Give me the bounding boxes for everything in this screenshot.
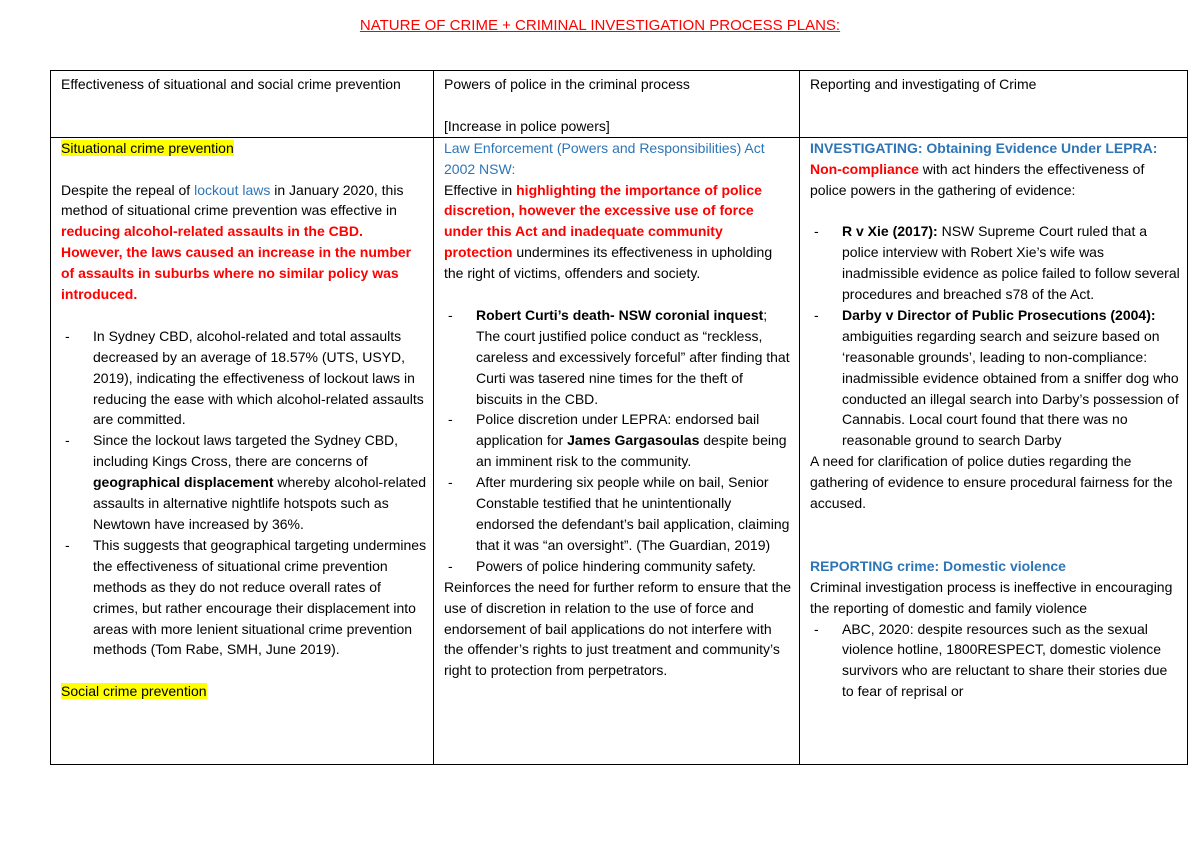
- reporting-intro: Criminal investigation process is ineffective in encouraging the reporting of domestic and family violence: [810, 578, 1173, 616]
- header-cell-police-powers: [434, 71, 800, 138]
- header-reporting: Reporting and investigating of Crime: [810, 76, 1037, 92]
- police-bullets: [444, 305, 793, 577]
- header-row: [51, 71, 1188, 138]
- header-police-powers-sub: [Increase in police powers]: [444, 117, 610, 134]
- police-intro: Effective in highlighting the importance of police discretion, however the excessive use of force under this Act and inadequate community protection undermines its effectiveness in upholding the right of victims, offenders and society.: [444, 181, 773, 282]
- heading-situational: Situational crime prevention: [61, 139, 234, 156]
- list-item: - Robert Curti’s death- NSW coronial inquest; The court justified police conduct as “reckless, careless and excessively forceful” after finding that Curti was tasered nine times for the theft of biscuits in the CBD.: [444, 305, 793, 410]
- body-row: [51, 137, 1188, 764]
- cell-prevention: [51, 137, 434, 764]
- cell-police-powers: [434, 137, 800, 764]
- list-item: - Powers of police hindering community safety.: [444, 556, 793, 577]
- header-cell-prevention: [51, 71, 434, 138]
- list-item: - R v Xie (2017): NSW Supreme Court ruled that a police interview with Robert Xie’s wife was inadmissible evidence as police failed to follow several procedures and breached s78 of the Act.: [810, 221, 1181, 305]
- investigating-bullets: [810, 221, 1181, 451]
- list-item: - Since the lockout laws targeted the Sydney CBD, including Kings Cross, there are concerns of geographical displacement whereby alcohol-related assaults in alternative nightlife hotspots such as Newtown have increased by 36%.: [61, 430, 427, 535]
- heading-reporting: REPORTING crime: Domestic violence: [810, 557, 1066, 574]
- investigating-intro: Non-compliance with act hinders the effectiveness of police powers in the gathering of evidence:: [810, 160, 1145, 198]
- situational-intro: Despite the repeal of lockout laws in January 2020, this method of situational crime prevention was effective in reducing alcohol-related assaults in the CBD. However, the laws caused an increase in the number of assaults in suburbs where no similar policy was introduced.: [61, 181, 412, 303]
- plan-table: [50, 70, 1188, 765]
- list-item: - In Sydney CBD, alcohol-related and total assaults decreased by an average of 18.57% (UTS, USYD, 2019), indicating the effectiveness of lockout laws in reducing the ease with which alcohol-related assaults are committed.: [61, 326, 427, 431]
- situational-claim: reducing alcohol-related assaults in the CBD. However, the laws caused an increase in the number of assaults in suburbs where no similar policy was introduced.: [61, 223, 412, 303]
- list-item: - Police discretion under LEPRA: endorsed bail application for James Gargasoulas despite being an imminent risk to the community.: [444, 409, 793, 472]
- investigating-conclusion: A need for clarification of police duties regarding the gathering of evidence to ensure procedural fairness for the accused.: [810, 453, 1173, 512]
- list-item: - Darby v Director of Public Prosecutions (2004): ambiguities regarding search and seizure based on ‘reasonable grounds’, leading to non-compliance: inadmissible evidence obtained from a sniffer dog who conducted an illegal search into Darby’s possession of Cannabis. Local court found that there was no reasonable ground to search Darby: [810, 305, 1181, 451]
- list-item: - After murdering six people while on bail, Senior Constable testified that he unintentionally endorsed the defendant’s bail application, claiming that it was “an oversight”. (The Guardian, 2019): [444, 472, 793, 556]
- lockout-laws-term: lockout laws: [194, 181, 271, 198]
- heading-investigating: INVESTIGATING: Obtaining Evidence Under LEPRA:: [810, 139, 1158, 156]
- situational-bullets: [61, 326, 427, 661]
- cell-reporting: [800, 137, 1188, 764]
- heading-social: Social crime prevention: [61, 683, 207, 700]
- police-claim: highlighting the importance of police discretion, however the excessive use of force under this Act and inadequate community protection: [444, 181, 762, 261]
- list-item: - This suggests that geographical targeting undermines the effectiveness of situational crime prevention methods as they do not reduce overall rates of crimes, but rather encourage their displacement into areas with more lenient situational crime prevention methods (Tom Rabe, SMH, June 2019).: [61, 535, 427, 660]
- header-police-powers: Powers of police in the criminal process: [444, 76, 690, 92]
- header-prevention: Effectiveness of situational and social crime prevention: [61, 76, 401, 92]
- police-conclusion: Reinforces the need for further reform to ensure that the use of discretion in relation to the use of force and endorsement of bail applications do not interfere with the offender’s rights to just treatment and community’s right to protection from perpetrators.: [444, 578, 792, 679]
- act-title: Law Enforcement (Powers and Responsibilities) Act 2002 NSW:: [444, 139, 765, 177]
- header-cell-reporting: [800, 71, 1188, 138]
- list-item: - ABC, 2020: despite resources such as the sexual violence hotline, 1800RESPECT, domestic violence survivors who are reluctant to share their stories due to fear of reprisal or: [810, 619, 1181, 703]
- reporting-bullets: [810, 619, 1181, 703]
- page-title: NATURE OF CRIME + CRIMINAL INVESTIGATION PROCESS PLANS:: [359, 17, 841, 34]
